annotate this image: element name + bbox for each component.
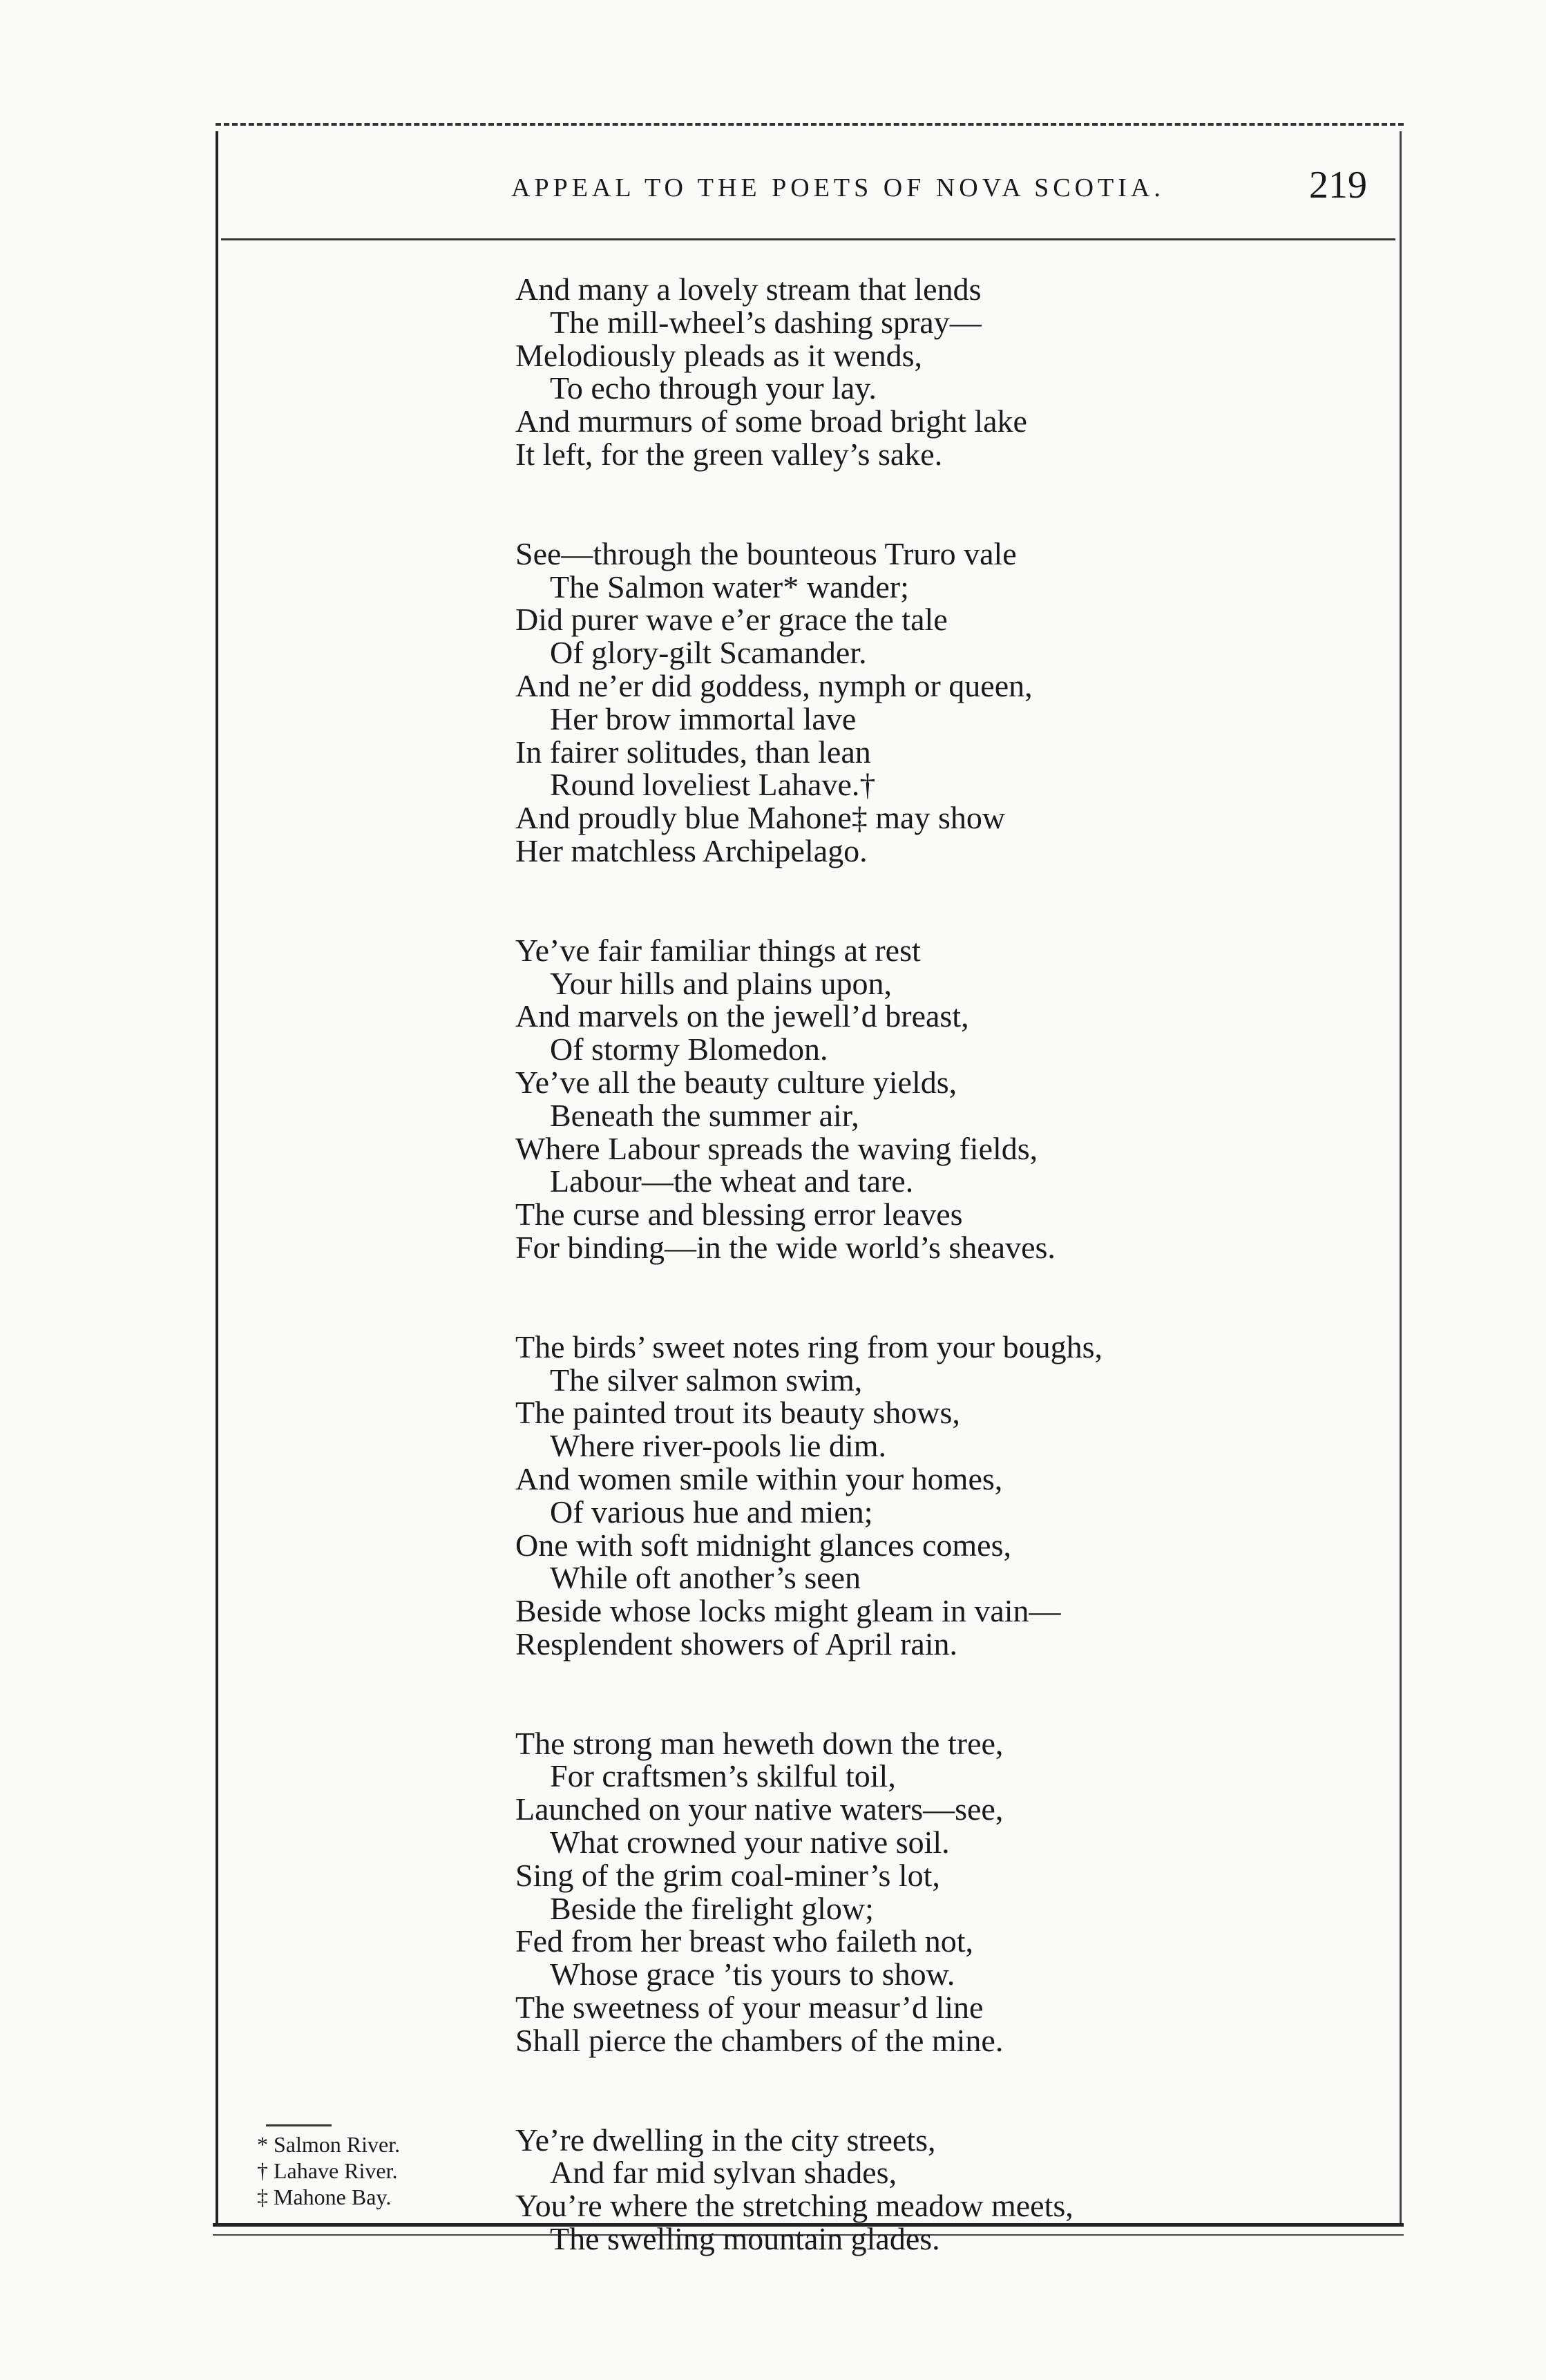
poem-line: The mill-wheel’s dashing spray— — [550, 304, 982, 340]
poem-line: It left, for the green valley’s sake. — [515, 436, 943, 472]
poem-line: Where river-pools lie dim. — [550, 1428, 887, 1464]
poem-line: Her matchless Archipelago. — [515, 832, 868, 868]
poem-line: And women smile within your homes, — [515, 1460, 1003, 1496]
footnote-rule — [266, 2124, 332, 2126]
poem-line: Ye’ve fair familiar things at rest — [515, 932, 921, 968]
poem-line: See—through the bounteous Truro vale — [515, 535, 1017, 571]
poem-line: Did purer wave e’er grace the tale — [515, 602, 948, 638]
poem-line: One with soft midnight glances comes, — [515, 1527, 1011, 1563]
poem-line: And many a lovely stream that lends — [515, 272, 982, 307]
poem-line: Where Labour spreads the waving fields, — [515, 1130, 1038, 1166]
poem-line: Your hills and plains upon, — [550, 965, 892, 1001]
poem-line: Round loveliest Lahave.† — [550, 767, 876, 803]
poem-line: And marvels on the jewell’d breast, — [515, 998, 969, 1034]
footnote-salmon-river: * Salmon River. — [257, 2132, 401, 2157]
poem-line: Shall pierce the chambers of the mine. — [515, 2022, 1004, 2058]
stanza — [515, 273, 1330, 471]
page-frame-top — [216, 123, 1404, 126]
poem-line: Her brow immortal lave — [550, 701, 857, 736]
poem-line: And murmurs of some broad bright lake — [515, 403, 1027, 439]
poem-line: Resplendent showers of April rain. — [515, 1626, 958, 1662]
poem-line: Of glory-gilt Scamander. — [550, 635, 867, 671]
poem-line: Fed from her breast who faileth not, — [515, 1923, 973, 1959]
stanza — [515, 2124, 1330, 2256]
poem-line: Beside whose locks might gleam in vain— — [515, 1593, 1061, 1629]
poem-line: The curse and blessing error leaves — [515, 1197, 963, 1232]
poem-line: The Salmon water* wander; — [550, 569, 909, 604]
stanza — [515, 1727, 1330, 2057]
poem-line: The birds’ sweet notes ring from your boughs, — [515, 1329, 1103, 1364]
poem-line: The swelling mountain glades. — [550, 2221, 940, 2257]
poem-line: The sweetness of your measur’d line — [515, 1990, 984, 2026]
stanza — [515, 934, 1330, 1264]
footnote-mahone-bay: ‡ Mahone Bay. — [257, 2184, 392, 2209]
poem-line: The silver salmon swim, — [550, 1362, 863, 1398]
poem-line: And far mid sylvan shades, — [550, 2155, 897, 2191]
footnote-lahave-river: † Lahave River. — [257, 2158, 398, 2183]
poem-line: Labour—the wheat and tare. — [550, 1163, 914, 1199]
poem-line: Ye’re dwelling in the city streets, — [515, 2122, 936, 2158]
poem-line: You’re where the stretching meadow meets, — [515, 2188, 1073, 2224]
stanza — [515, 1331, 1330, 1661]
poem-line: Beneath the summer air, — [550, 1097, 859, 1133]
page-frame-right — [1400, 131, 1402, 2225]
poem-line: Melodiously pleads as it wends, — [515, 337, 922, 373]
footnotes — [257, 2131, 400, 2210]
stanza — [515, 537, 1330, 868]
page-number: 219 — [1309, 164, 1367, 207]
header-rule — [221, 238, 1395, 240]
poem-line: And ne’er did goddess, nymph or queen, — [515, 667, 1033, 703]
poem-line: While oft another’s seen — [550, 1560, 861, 1596]
poem-line: To echo through your lay. — [550, 370, 877, 406]
poem-line: In fairer solitudes, than lean — [515, 734, 871, 770]
poem-line: The strong man heweth down the tree, — [515, 1725, 1004, 1761]
poem — [515, 273, 1330, 2322]
poem-line: Ye’ve all the beauty culture yields, — [515, 1064, 957, 1100]
poem-line: Launched on your native waters—see, — [515, 1791, 1004, 1827]
page-frame-left — [216, 131, 218, 2225]
poem-line: For craftsmen’s skilful toil, — [550, 1758, 896, 1794]
poem-line: Of various hue and mien; — [550, 1494, 873, 1530]
poem-line: For binding—in the wide world’s sheaves. — [515, 1229, 1056, 1265]
poem-line: Sing of the grim coal-miner’s lot, — [515, 1857, 940, 1893]
poem-line: Whose grace ’tis yours to show. — [550, 1957, 955, 1992]
running-head: APPEAL TO THE POETS OF NOVA SCOTIA. — [511, 173, 1165, 202]
poem-line: What crowned your native soil. — [550, 1825, 950, 1860]
poem-line: Beside the firelight glow; — [550, 1890, 874, 1926]
poem-line: Of stormy Blomedon. — [550, 1031, 828, 1067]
poem-line: And proudly blue Mahone‡ may show — [515, 800, 1006, 836]
poem-line: The painted trout its beauty shows, — [515, 1395, 960, 1431]
